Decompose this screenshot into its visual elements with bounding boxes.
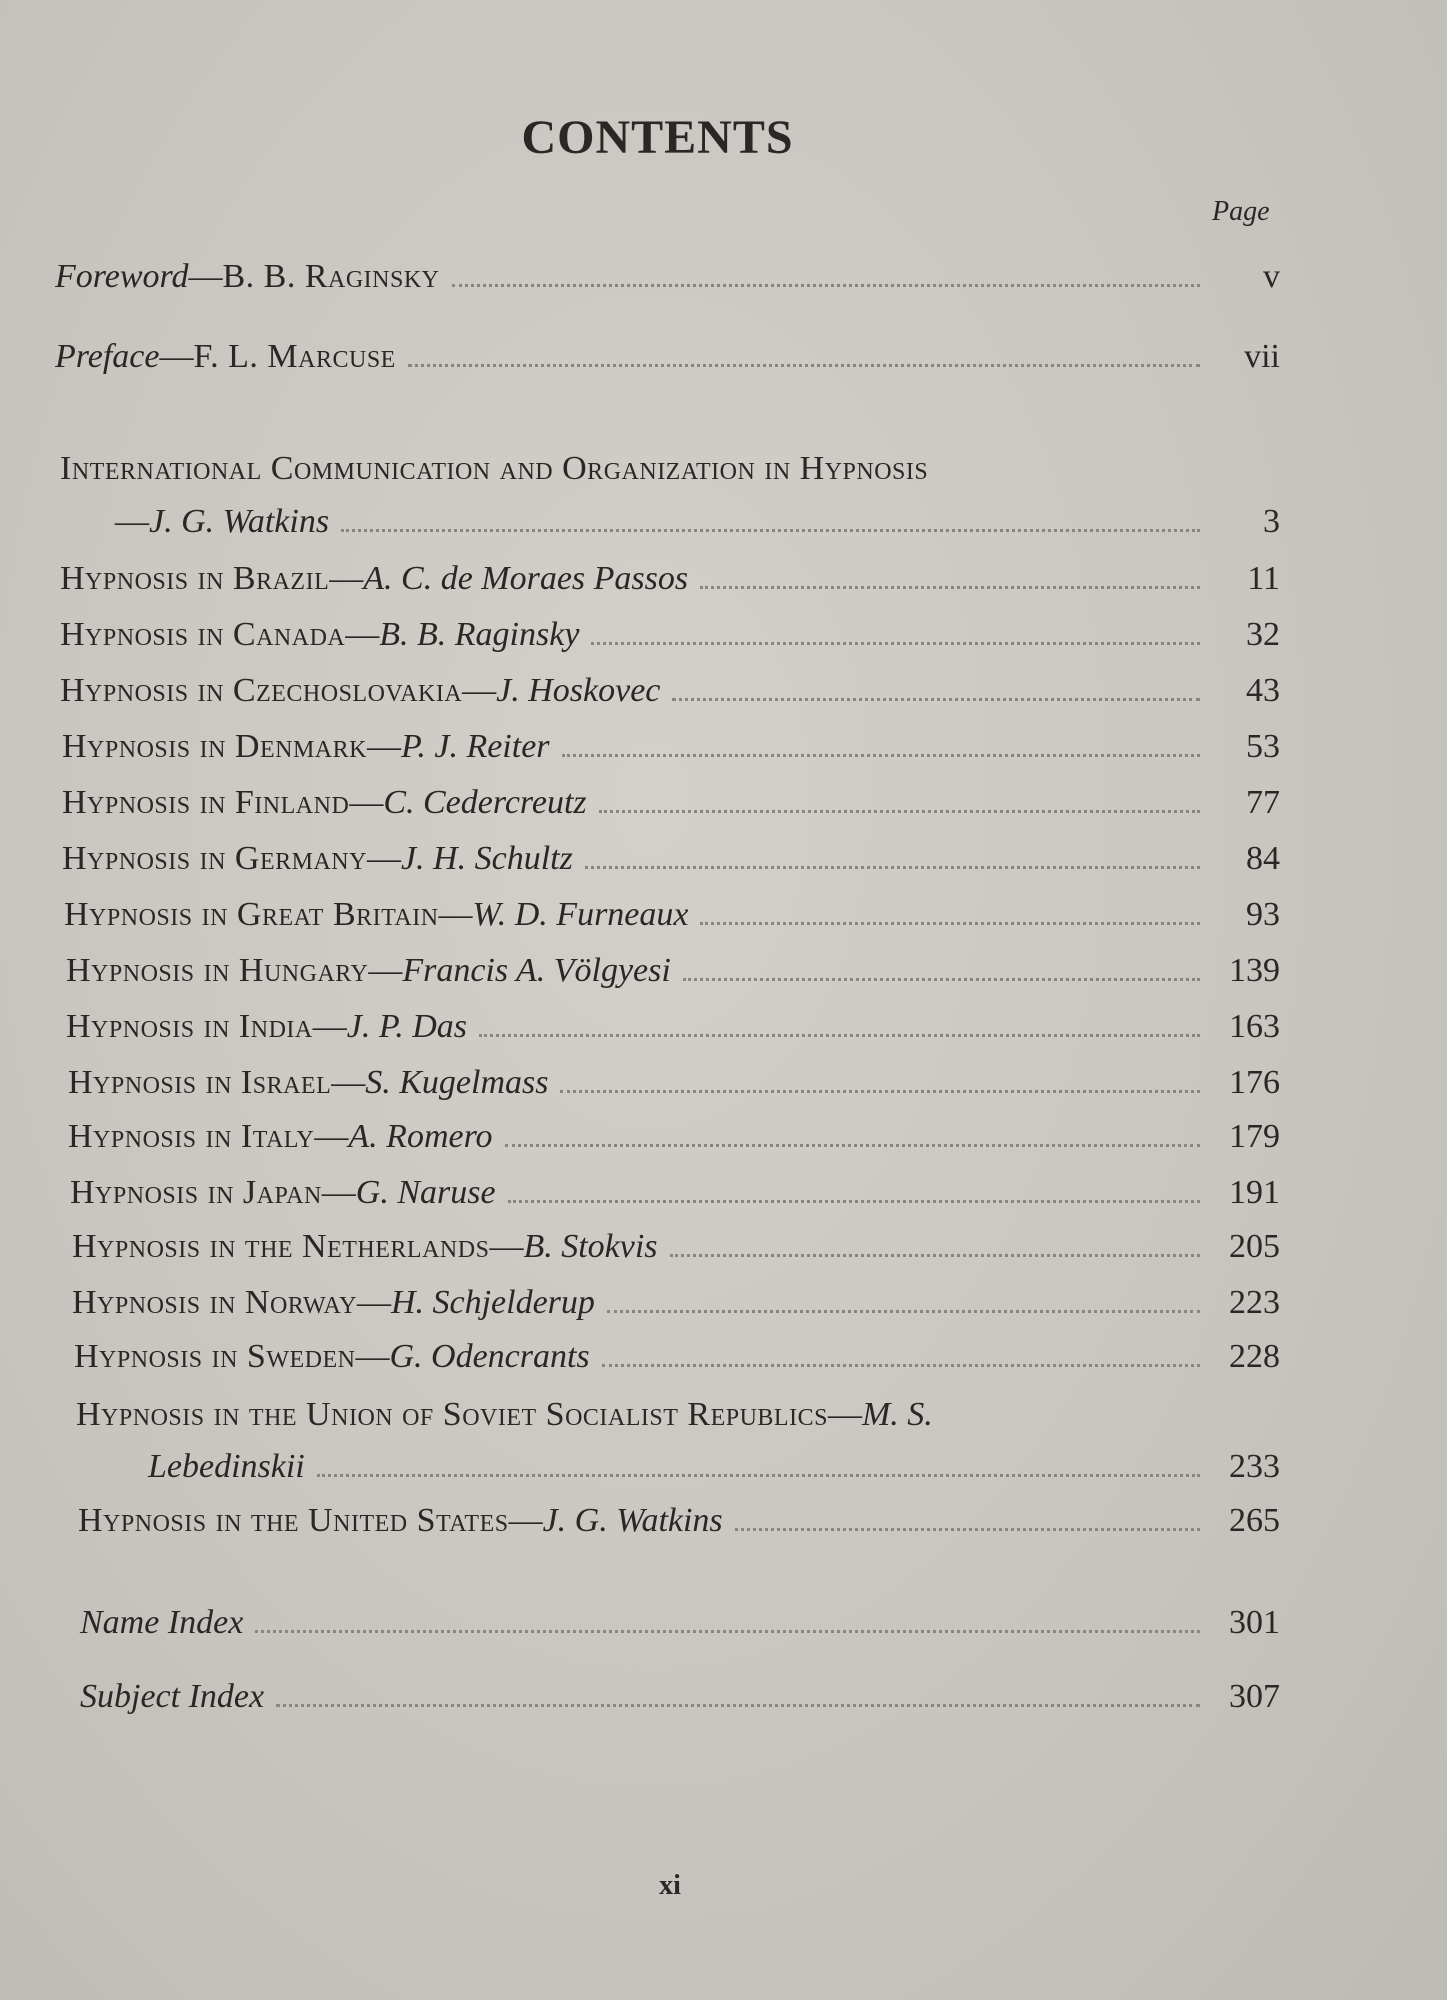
entry-author: F. L. Marcuse xyxy=(193,338,396,375)
entry-author: A. Romero xyxy=(348,1118,493,1155)
entry-title: Foreword xyxy=(55,258,189,295)
entry-author: W. D. Furneaux xyxy=(472,896,689,933)
toc-entry-germany[interactable]: Hypnosis in Germany—J. H. Schultz 84 xyxy=(62,840,1280,877)
entry-title: Hypnosis in Brazil xyxy=(60,560,330,597)
entry-page-number: 84 xyxy=(1246,840,1280,877)
toc-entry-japan[interactable]: Hypnosis in Japan—G. Naruse 191 xyxy=(70,1174,1280,1211)
entry-page-number: 191 xyxy=(1229,1174,1280,1211)
entry-author: H. Schjelderup xyxy=(390,1284,595,1321)
entry-author: B. B. Raginsky xyxy=(222,258,440,295)
dot-leader xyxy=(585,866,1200,869)
entry-page-number: 205 xyxy=(1229,1228,1280,1265)
entry-page-number: 43 xyxy=(1246,672,1280,709)
dot-leader xyxy=(591,642,1200,645)
entry-author: Lebedinskii xyxy=(148,1448,305,1485)
dot-leader xyxy=(255,1630,1200,1633)
page-folio: xi xyxy=(659,1870,681,1901)
entry-author: J. Hoskovec xyxy=(496,672,661,709)
dot-leader xyxy=(602,1364,1200,1367)
dot-leader xyxy=(607,1310,1200,1313)
dot-leader xyxy=(408,364,1200,367)
entry-title: Hypnosis in Israel xyxy=(68,1064,332,1101)
entry-author: P. J. Reiter xyxy=(400,728,550,765)
entry-title: Hypnosis in India xyxy=(66,1008,313,1045)
dot-leader xyxy=(670,1254,1200,1257)
dot-leader xyxy=(317,1474,1200,1477)
entry-page-number: 93 xyxy=(1246,896,1280,933)
entry-title: Name Index xyxy=(80,1604,244,1641)
entry-page-number: 307 xyxy=(1229,1678,1280,1715)
entry-page-number: 53 xyxy=(1246,728,1280,765)
entry-page-number: 11 xyxy=(1247,560,1280,597)
dot-leader xyxy=(672,698,1200,701)
entry-author: Francis A. Völgyesi xyxy=(402,952,671,989)
entry-author: J. H. Schultz xyxy=(400,840,573,877)
entry-page-number: 3 xyxy=(1263,503,1280,540)
entry-page-number: 233 xyxy=(1229,1448,1280,1485)
dot-leader xyxy=(479,1034,1200,1037)
dot-leader xyxy=(599,810,1200,813)
entry-page-number: 228 xyxy=(1229,1338,1280,1375)
entry-author: G. Naruse xyxy=(355,1174,496,1211)
toc-entry-italy[interactable]: Hypnosis in Italy—A. Romero 179 xyxy=(68,1118,1280,1155)
entry-title: Hypnosis in Canada xyxy=(60,616,346,653)
toc-entry-netherlands[interactable]: Hypnosis in the Netherlands—B. Stokvis 205 xyxy=(72,1228,1280,1265)
toc-entry-title-line[interactable]: Hypnosis in the Union of Soviet Socialist Republics—M. S. xyxy=(76,1396,933,1433)
entry-author: J. G. Watkins xyxy=(149,503,330,540)
entry-title: Hypnosis in Italy xyxy=(68,1118,315,1155)
entry-title: Hypnosis in Denmark xyxy=(62,728,367,765)
entry-author: S. Kugelmass xyxy=(365,1064,549,1101)
toc-entry-title-line[interactable]: International Communication and Organization in Hypnosis xyxy=(60,450,929,487)
dot-leader xyxy=(341,529,1200,532)
toc-entry-international[interactable]: —J. G. Watkins 3 xyxy=(115,503,1280,540)
entry-title: Hypnosis in the Netherlands xyxy=(72,1228,490,1265)
entry-author: J. P. Das xyxy=(346,1008,467,1045)
entry-title: Hypnosis in Norway xyxy=(72,1284,357,1321)
entry-author: G. Odencrants xyxy=(389,1338,590,1375)
entry-page-number: 265 xyxy=(1229,1502,1280,1539)
entry-title: Hypnosis in the United States xyxy=(78,1502,509,1539)
dot-leader xyxy=(683,978,1200,981)
dot-leader xyxy=(735,1528,1200,1531)
entry-author: J. G. Watkins xyxy=(542,1502,723,1539)
entry-author: M. S. xyxy=(861,1396,933,1433)
entry-page-number: vii xyxy=(1244,338,1280,375)
toc-entry-hungary[interactable]: Hypnosis in Hungary—Francis A. Völgyesi 139 xyxy=(66,952,1280,989)
dot-leader xyxy=(700,586,1200,589)
entry-title: Hypnosis in Germany xyxy=(62,840,367,877)
toc-entry-czechoslovakia[interactable]: Hypnosis in Czechoslovakia—J. Hoskovec 43 xyxy=(60,672,1280,709)
toc-entry-brazil[interactable]: Hypnosis in Brazil—A. C. de Moraes Passos 11 xyxy=(60,560,1280,597)
toc-entry-subject-index[interactable] xyxy=(80,1678,1280,1722)
toc-entry-canada[interactable]: Hypnosis in Canada—B. B. Raginsky 32 xyxy=(60,616,1280,653)
entry-title: Hypnosis in Japan xyxy=(70,1174,322,1211)
toc-entry-preface[interactable]: Preface—F. L. Marcuse vii xyxy=(55,338,1280,375)
entry-author: A. C. de Moraes Passos xyxy=(363,560,689,597)
toc-entry-united-states[interactable]: Hypnosis in the United States—J. G. Watkins 265 xyxy=(78,1502,1280,1539)
entry-title: Subject Index xyxy=(80,1678,265,1715)
entry-author: C. Cedercreutz xyxy=(383,784,587,821)
entry-author: B. Stokvis xyxy=(523,1228,658,1265)
toc-entry-name-index[interactable] xyxy=(80,1604,1280,1648)
entry-page-number: 176 xyxy=(1229,1064,1280,1101)
entry-title: Preface xyxy=(55,338,160,375)
toc-entry-denmark[interactable]: Hypnosis in Denmark—P. J. Reiter 53 xyxy=(62,728,1280,765)
entry-title: Hypnosis in Hungary xyxy=(66,952,369,989)
dot-leader xyxy=(560,1090,1200,1093)
toc-entry-great-britain[interactable]: Hypnosis in Great Britain—W. D. Furneaux 93 xyxy=(64,896,1280,933)
entry-page-number: 139 xyxy=(1229,952,1280,989)
toc-entry-foreword[interactable]: Foreword—B. B. Raginsky v xyxy=(55,258,1280,295)
dot-leader xyxy=(452,284,1200,287)
entry-page-number: 77 xyxy=(1246,784,1280,821)
entry-page-number: 32 xyxy=(1246,616,1280,653)
page-title: CONTENTS xyxy=(521,111,794,164)
page-column-label: Page xyxy=(1212,196,1270,227)
toc-entry-israel[interactable]: Hypnosis in Israel—S. Kugelmass 176 xyxy=(68,1064,1280,1101)
entry-title: Hypnosis in Sweden xyxy=(74,1338,356,1375)
toc-entry-india[interactable]: Hypnosis in India—J. P. Das 163 xyxy=(66,1008,1280,1045)
dot-leader xyxy=(276,1704,1200,1707)
entry-page-number: 301 xyxy=(1229,1604,1280,1641)
dot-leader xyxy=(700,922,1200,925)
toc-entry-ussr[interactable] xyxy=(148,1448,1280,1492)
entry-page-number: 163 xyxy=(1229,1008,1280,1045)
entry-page-number: v xyxy=(1263,258,1280,295)
entry-title: Hypnosis in Czechoslovakia xyxy=(60,672,463,709)
toc-entry-finland[interactable]: Hypnosis in Finland—C. Cedercreutz 77 xyxy=(62,784,1280,821)
dot-leader xyxy=(508,1200,1200,1203)
toc-entry-norway[interactable]: Hypnosis in Norway—H. Schjelderup 223 xyxy=(72,1284,1280,1321)
entry-title: Hypnosis in Finland xyxy=(62,784,350,821)
toc-entry-sweden[interactable]: Hypnosis in Sweden—G. Odencrants 228 xyxy=(74,1338,1280,1375)
dot-leader xyxy=(562,754,1200,757)
entry-page-number: 223 xyxy=(1229,1284,1280,1321)
entry-author: B. B. Raginsky xyxy=(379,616,580,653)
dot-leader xyxy=(505,1144,1200,1147)
entry-page-number: 179 xyxy=(1229,1118,1280,1155)
entry-title: Hypnosis in Great Britain xyxy=(64,896,439,933)
